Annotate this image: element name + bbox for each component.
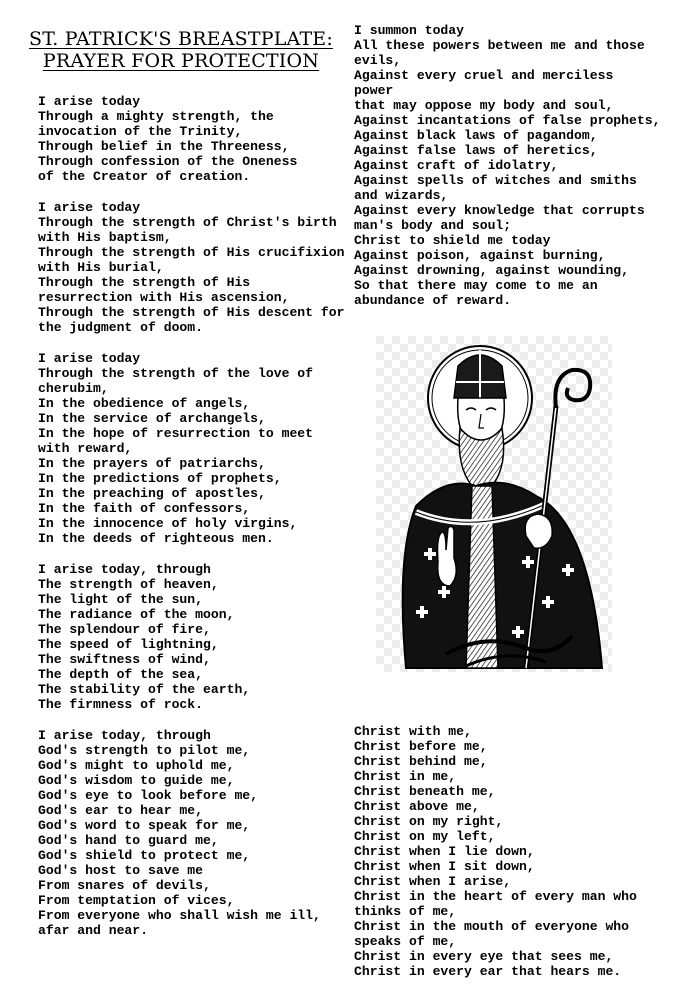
stanza-5 (38, 728, 338, 938)
stanza-3 (38, 351, 338, 546)
poem-line: So that there may come to me an (354, 278, 598, 293)
title-line-1: ST. PATRICK'S BREASTPLATE: (29, 28, 333, 50)
left-column (38, 94, 345, 954)
poem-line: The radiance of the moon, (38, 607, 235, 622)
poem-line: Through the strength of His crucifixion (38, 245, 345, 260)
saint-patrick-engraving-icon (376, 336, 612, 672)
poem-line: Christ on my left, (354, 829, 496, 844)
poem-line: Through the strength of Christ's birth (38, 215, 337, 230)
poem-line: The swiftness of wind, (38, 652, 211, 667)
poem-line: Through confession of the Oneness (38, 154, 298, 169)
poem-line: The stability of the earth, (38, 682, 251, 697)
poem-line: God's might to uphold me, (38, 758, 235, 773)
poem-line: Against false laws of heretics, (354, 143, 598, 158)
poem-line: Christ when I lie down, (354, 844, 535, 859)
poem-line: power (354, 83, 394, 98)
poem-line: I arise today (38, 351, 141, 366)
poem-line: thinks of me, (354, 904, 457, 919)
poem-line: that may oppose my body and soul, (354, 98, 614, 113)
poem-line: Against spells of witches and smiths (354, 173, 637, 188)
poem-line: Through a mighty strength, the (38, 109, 274, 124)
title-line-2: PRAYER FOR PROTECTION (42, 50, 320, 72)
poem-line: In the faith of confessors, (38, 501, 251, 516)
poem-line: From temptation of vices, (38, 893, 235, 908)
poem-line: The light of the sun, (38, 592, 204, 607)
poem-line: God's wisdom to guide me, (38, 773, 235, 788)
poem-line: afar and near. (38, 923, 149, 938)
poem-line: In the obedience of angels, (38, 396, 251, 411)
saint-patrick-illustration (376, 336, 612, 672)
poem-line: God's shield to protect me, (38, 848, 251, 863)
poem-line: From snares of devils, (38, 878, 211, 893)
poem-line: Christ when I arise, (354, 874, 512, 889)
poem-line: I summon today (354, 23, 465, 38)
poem-line: Against craft of idolatry, (354, 158, 559, 173)
poem-line: Christ in every eye that sees me, (354, 949, 614, 964)
poem-line: In the deeds of righteous men. (38, 531, 274, 546)
poem-line: resurrection with His ascension, (38, 290, 290, 305)
poem-line: Christ in every ear that hears me. (354, 964, 622, 979)
right-column-bottom (354, 724, 654, 995)
poem-line: Christ in the heart of every man who (354, 889, 637, 904)
poem-line: Against every knowledge that corrupts (354, 203, 645, 218)
poem-line: In the prayers of patriarchs, (38, 456, 266, 471)
poem-line: Against poison, against burning, (354, 248, 606, 263)
poem-line: God's ear to hear me, (38, 803, 204, 818)
stanza-2 (38, 200, 345, 335)
poem-line: God's host to save me (38, 863, 204, 878)
poem-line: Christ with me, (354, 724, 472, 739)
poem-line: Christ when I sit down, (354, 859, 535, 874)
poem-line: Through belief in the Threeness, (38, 139, 290, 154)
poem-line: I arise today, through (38, 728, 211, 743)
poem-line: The strength of heaven, (38, 577, 219, 592)
poem-line: Against black laws of pagandom, (354, 128, 598, 143)
poem-line: abundance of reward. (354, 293, 512, 308)
poem-line: and wizards, (354, 188, 449, 203)
poem-line: The splendour of fire, (38, 622, 211, 637)
poem-line: Christ to shield me today (354, 233, 551, 248)
poem-line: In the predictions of prophets, (38, 471, 282, 486)
poem-line: Christ on my right, (354, 814, 504, 829)
poem-line: Against drowning, against wounding, (354, 263, 630, 278)
poem-line: I arise today, through (38, 562, 211, 577)
poem-line: Against incantations of false prophets, (354, 113, 661, 128)
poem-line: In the hope of resurrection to meet (38, 426, 314, 441)
right-column-top (354, 23, 661, 324)
poem-line: In the innocence of holy virgins, (38, 516, 298, 531)
poem-line: speaks of me, (354, 934, 457, 949)
page-title (28, 28, 334, 72)
poem-line: of the Creator of creation. (38, 169, 251, 184)
poem-line: In the preaching of apostles, (38, 486, 266, 501)
poem-line: All these powers between me and those (354, 38, 645, 53)
poem-line: with reward, (38, 441, 133, 456)
poem-line: In the service of archangels, (38, 411, 266, 426)
stanza-4 (38, 562, 338, 712)
poem-line: Through the strength of His descent for (38, 305, 345, 320)
poem-line: invocation of the Trinity, (38, 124, 243, 139)
poem-line: The speed of lightning, (38, 637, 219, 652)
poem-line: God's word to speak for me, (38, 818, 251, 833)
poem-line: cherubim, (38, 381, 109, 396)
poem-line: God's eye to look before me, (38, 788, 259, 803)
poem-line: Christ in me, (354, 769, 457, 784)
poem-line: with His baptism, (38, 230, 172, 245)
poem-line: Christ before me, (354, 739, 488, 754)
poem-line: The firmness of rock. (38, 697, 204, 712)
poem-line: I arise today (38, 200, 141, 215)
poem-line: man's body and soul; (354, 218, 512, 233)
poem-line: From everyone who shall wish me ill, (38, 908, 321, 923)
poem-line: evils, (354, 53, 402, 68)
poem-line: Christ behind me, (354, 754, 488, 769)
poem-line: Through the strength of the love of (38, 366, 314, 381)
poem-line: with His burial, (38, 260, 164, 275)
poem-line: the judgment of doom. (38, 320, 204, 335)
stanza-1 (38, 94, 338, 184)
poem-line: Christ beneath me, (354, 784, 496, 799)
poem-line: God's hand to guard me, (38, 833, 219, 848)
stanza-7 (354, 724, 654, 979)
stanza-6 (354, 23, 661, 308)
poem-line: God's strength to pilot me, (38, 743, 251, 758)
poem-line: Christ above me, (354, 799, 480, 814)
poem-line: Against every cruel and merciless (354, 68, 614, 83)
poem-line: Christ in the mouth of everyone who (354, 919, 630, 934)
poem-line: The depth of the sea, (38, 667, 204, 682)
poem-line: Through the strength of His (38, 275, 251, 290)
poem-line: I arise today (38, 94, 141, 109)
